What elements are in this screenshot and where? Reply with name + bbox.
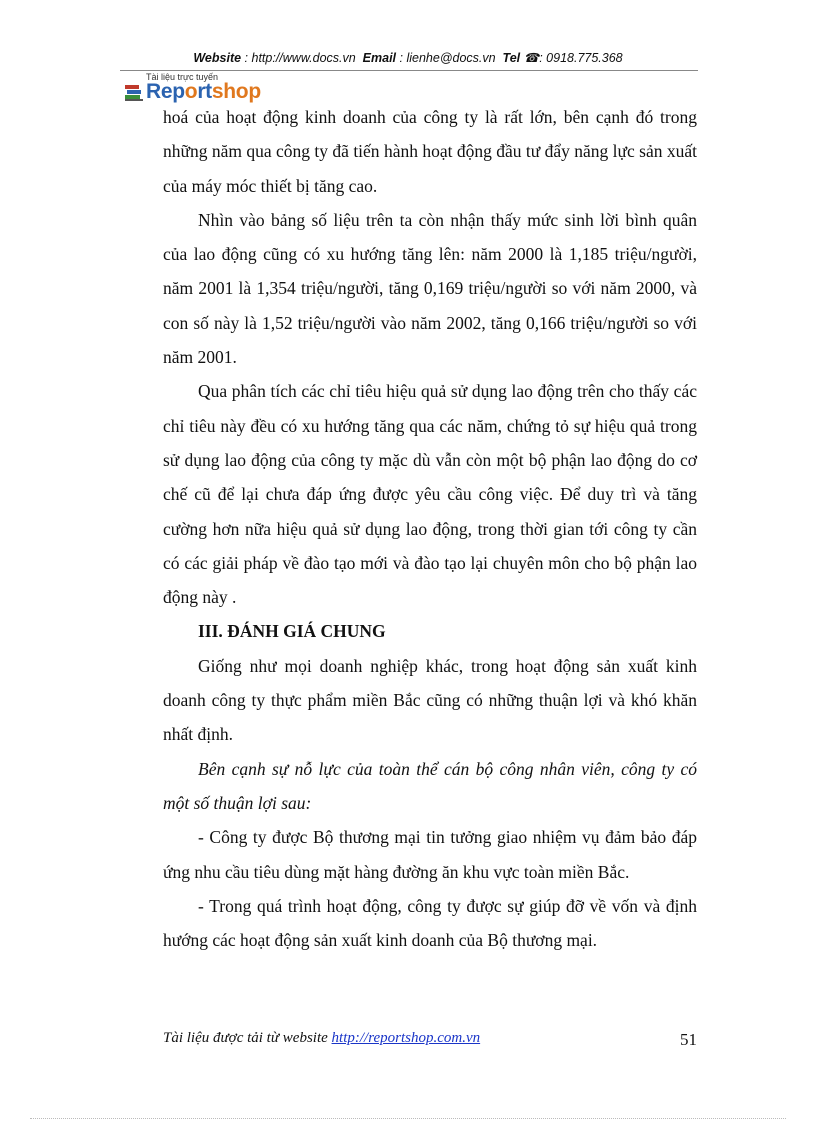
- page-body: [163, 100, 697, 957]
- paragraph-2: Nhìn vào bảng số liệu trên ta còn nhận thấy mức sinh lời bình quân của lao động cũng có xu hướng tăng lên: năm 2000 là 1,185 triệu/người, năm 2001 là 1,354 triệu/người, tăng 0,169 triệu/người so với năm 2000, và con số này là 1,52 triệu/người vào năm 2002, tăng 0,166 triệu/người so với năm 2001.: [163, 209, 697, 368]
- footer-link[interactable]: http://reportshop.com.vn: [331, 1030, 481, 1046]
- website-label: Website: [193, 51, 242, 65]
- paragraph-1: hoá của hoạt động kinh doanh của công ty là rất lớn, bên cạnh đó trong những năm qua công ty đã tiến hành hoạt động đầu tư đẩy năng lực sản xuất của máy móc thiết bị tăng cao.: [163, 107, 697, 196]
- book-icon: [124, 82, 146, 102]
- paragraph-5: Bên cạnh sự nỗ lực của toàn thể cán bộ công nhân viên, công ty có một số thuận lợi sau:: [163, 758, 697, 813]
- header-rule: [120, 70, 698, 71]
- logo-tagline: Tài liệu trực tuyến: [146, 72, 219, 82]
- section-heading: III. ĐÁNH GIÁ CHUNG: [198, 621, 386, 642]
- logo-brand: Reportshop: [146, 80, 261, 103]
- footer-text: Tài liệu được tải từ website: [163, 1030, 328, 1046]
- paragraph-4: Giống như mọi doanh nghiệp khác, trong hoạt động sản xuất kinh doanh công ty thực phẩm miền Bắc cũng có những thuận lợi và khó khăn nhất định.: [163, 655, 697, 745]
- email-label: Email: [362, 51, 397, 65]
- email-value: : lienhe@docs.vn: [399, 51, 496, 65]
- page-header: [0, 50, 816, 65]
- tel-label: Tel: [502, 51, 521, 65]
- website-value: : http://www.docs.vn: [244, 51, 356, 65]
- paragraph-3: Qua phân tích các chỉ tiêu hiệu quả sử dụng lao động trên cho thấy các chỉ tiêu này đều có xu hướng tăng qua các năm, chứng tỏ sự hiệu quả trong sử dụng lao động của công ty mặc dù vẫn còn một bộ phận lao động do cơ chế cũ để lại chưa đáp ứng được yêu cầu công việc. Để duy trì và tăng cường hơn nữa hiệu quả sử dụng lao động, trong thời gian tới công ty cần có các giải pháp về đào tạo mới và đào tạo lại chuyên môn cho bộ phận lao động này .: [163, 381, 697, 608]
- paragraph-6: - Công ty được Bộ thương mại tin tưởng giao nhiệm vụ đảm bảo đáp ứng nhu cầu tiêu dùng mặt hàng đường ăn khu vực toàn miền Bắc.: [163, 827, 697, 882]
- paragraph-7: - Trong quá trình hoạt động, công ty được sự giúp đỡ về vốn và định hướng các hoạt động sản xuất kinh doanh của Bộ thương mại.: [163, 895, 697, 951]
- phone-icon: ☎: [523, 51, 540, 65]
- tel-value: : 0918.775.368: [539, 51, 623, 65]
- bottom-divider: [30, 1118, 786, 1119]
- page-number: 51: [680, 1030, 697, 1049]
- page-footer: [163, 1030, 697, 1047]
